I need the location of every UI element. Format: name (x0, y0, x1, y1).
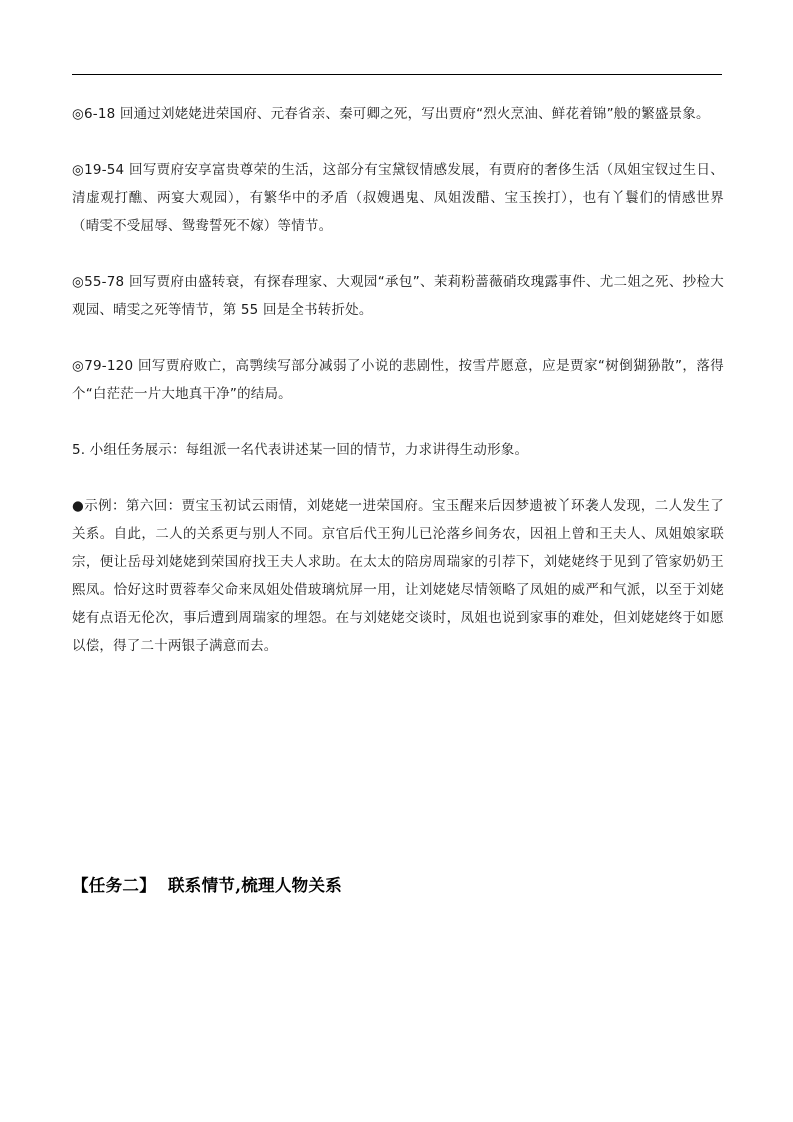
paragraph-chapters-6-18: ◎6-18 回通过刘姥姥进荣国府、元春省亲、秦可卿之死，写出贾府“烈火烹油、鲜花着锦”般的繁盛景象。 (72, 106, 710, 122)
header-rule (72, 74, 722, 75)
task-two-heading (72, 872, 342, 900)
task-two-title: 联系情节,梳理人物关系 (168, 876, 343, 895)
paragraph-chapters-19-54: ◎19-54 回写贾府安享富贵尊荣的生活，这部分有宝黛钗情感发展，有贾府的奢侈生活（凤姐宝钗过生日、清虚观打醮、两宴大观园），有繁华中的矛盾（叔嫂遇鬼、凤姐泼醋、宝玉挨打），也有丫鬟们的情感世界（晴雯不受屈辱、鸳鸯誓死不嫁）等情节。 (72, 162, 724, 234)
paragraph-example: ●示例：第六回：贾宝玉初试云雨情，刘姥姥一进荣国府。宝玉醒来后因梦遗被丫环袭人发现，二人发生了关系。自此，二人的关系更与别人不同。京官后代王狗儿已沦落乡间务农，因祖上曾和王夫人、凤姐娘家联宗，便让岳母刘姥姥到荣国府找王夫人求助。在太太的陪房周瑞家的引荐下，刘姥姥终于见到了管家奶奶王熙凤。恰好这时贾蓉奉父命来凤姐处借玻璃炕屏一用，让刘姥姥尽情领略了凤姐的威严和气派，以至于刘姥姥有点语无伦次，事后遭到周瑞家的埋怨。在与刘姥姥交谈时，凤姐也说到家事的难处，但刘姥姥终于如愿以偿，得了二十两银子满意而去。 (72, 498, 724, 654)
paragraph-chapters-79-120: ◎79-120 回写贾府败亡，高鹗续写部分减弱了小说的悲剧性，按雪芹愿意，应是贾家“树倒猢狲散”，落得个“白茫茫一片大地真干净”的结局。 (72, 358, 724, 402)
document-body (72, 100, 724, 688)
paragraph-group-task: 5. 小组任务展示：每组派一名代表讲述某一回的情节，力求讲得生动形象。 (72, 442, 529, 458)
paragraph-chapters-55-78: ◎55-78 回写贾府由盛转衰，有探春理家、大观园“承包”、茉莉粉蔷薇硝玫瑰露事件、尤二姐之死、抄检大观园、晴雯之死等情节，第 55 回是全书转折处。 (72, 274, 724, 318)
task-two-label: 【任务二】 (72, 876, 156, 895)
